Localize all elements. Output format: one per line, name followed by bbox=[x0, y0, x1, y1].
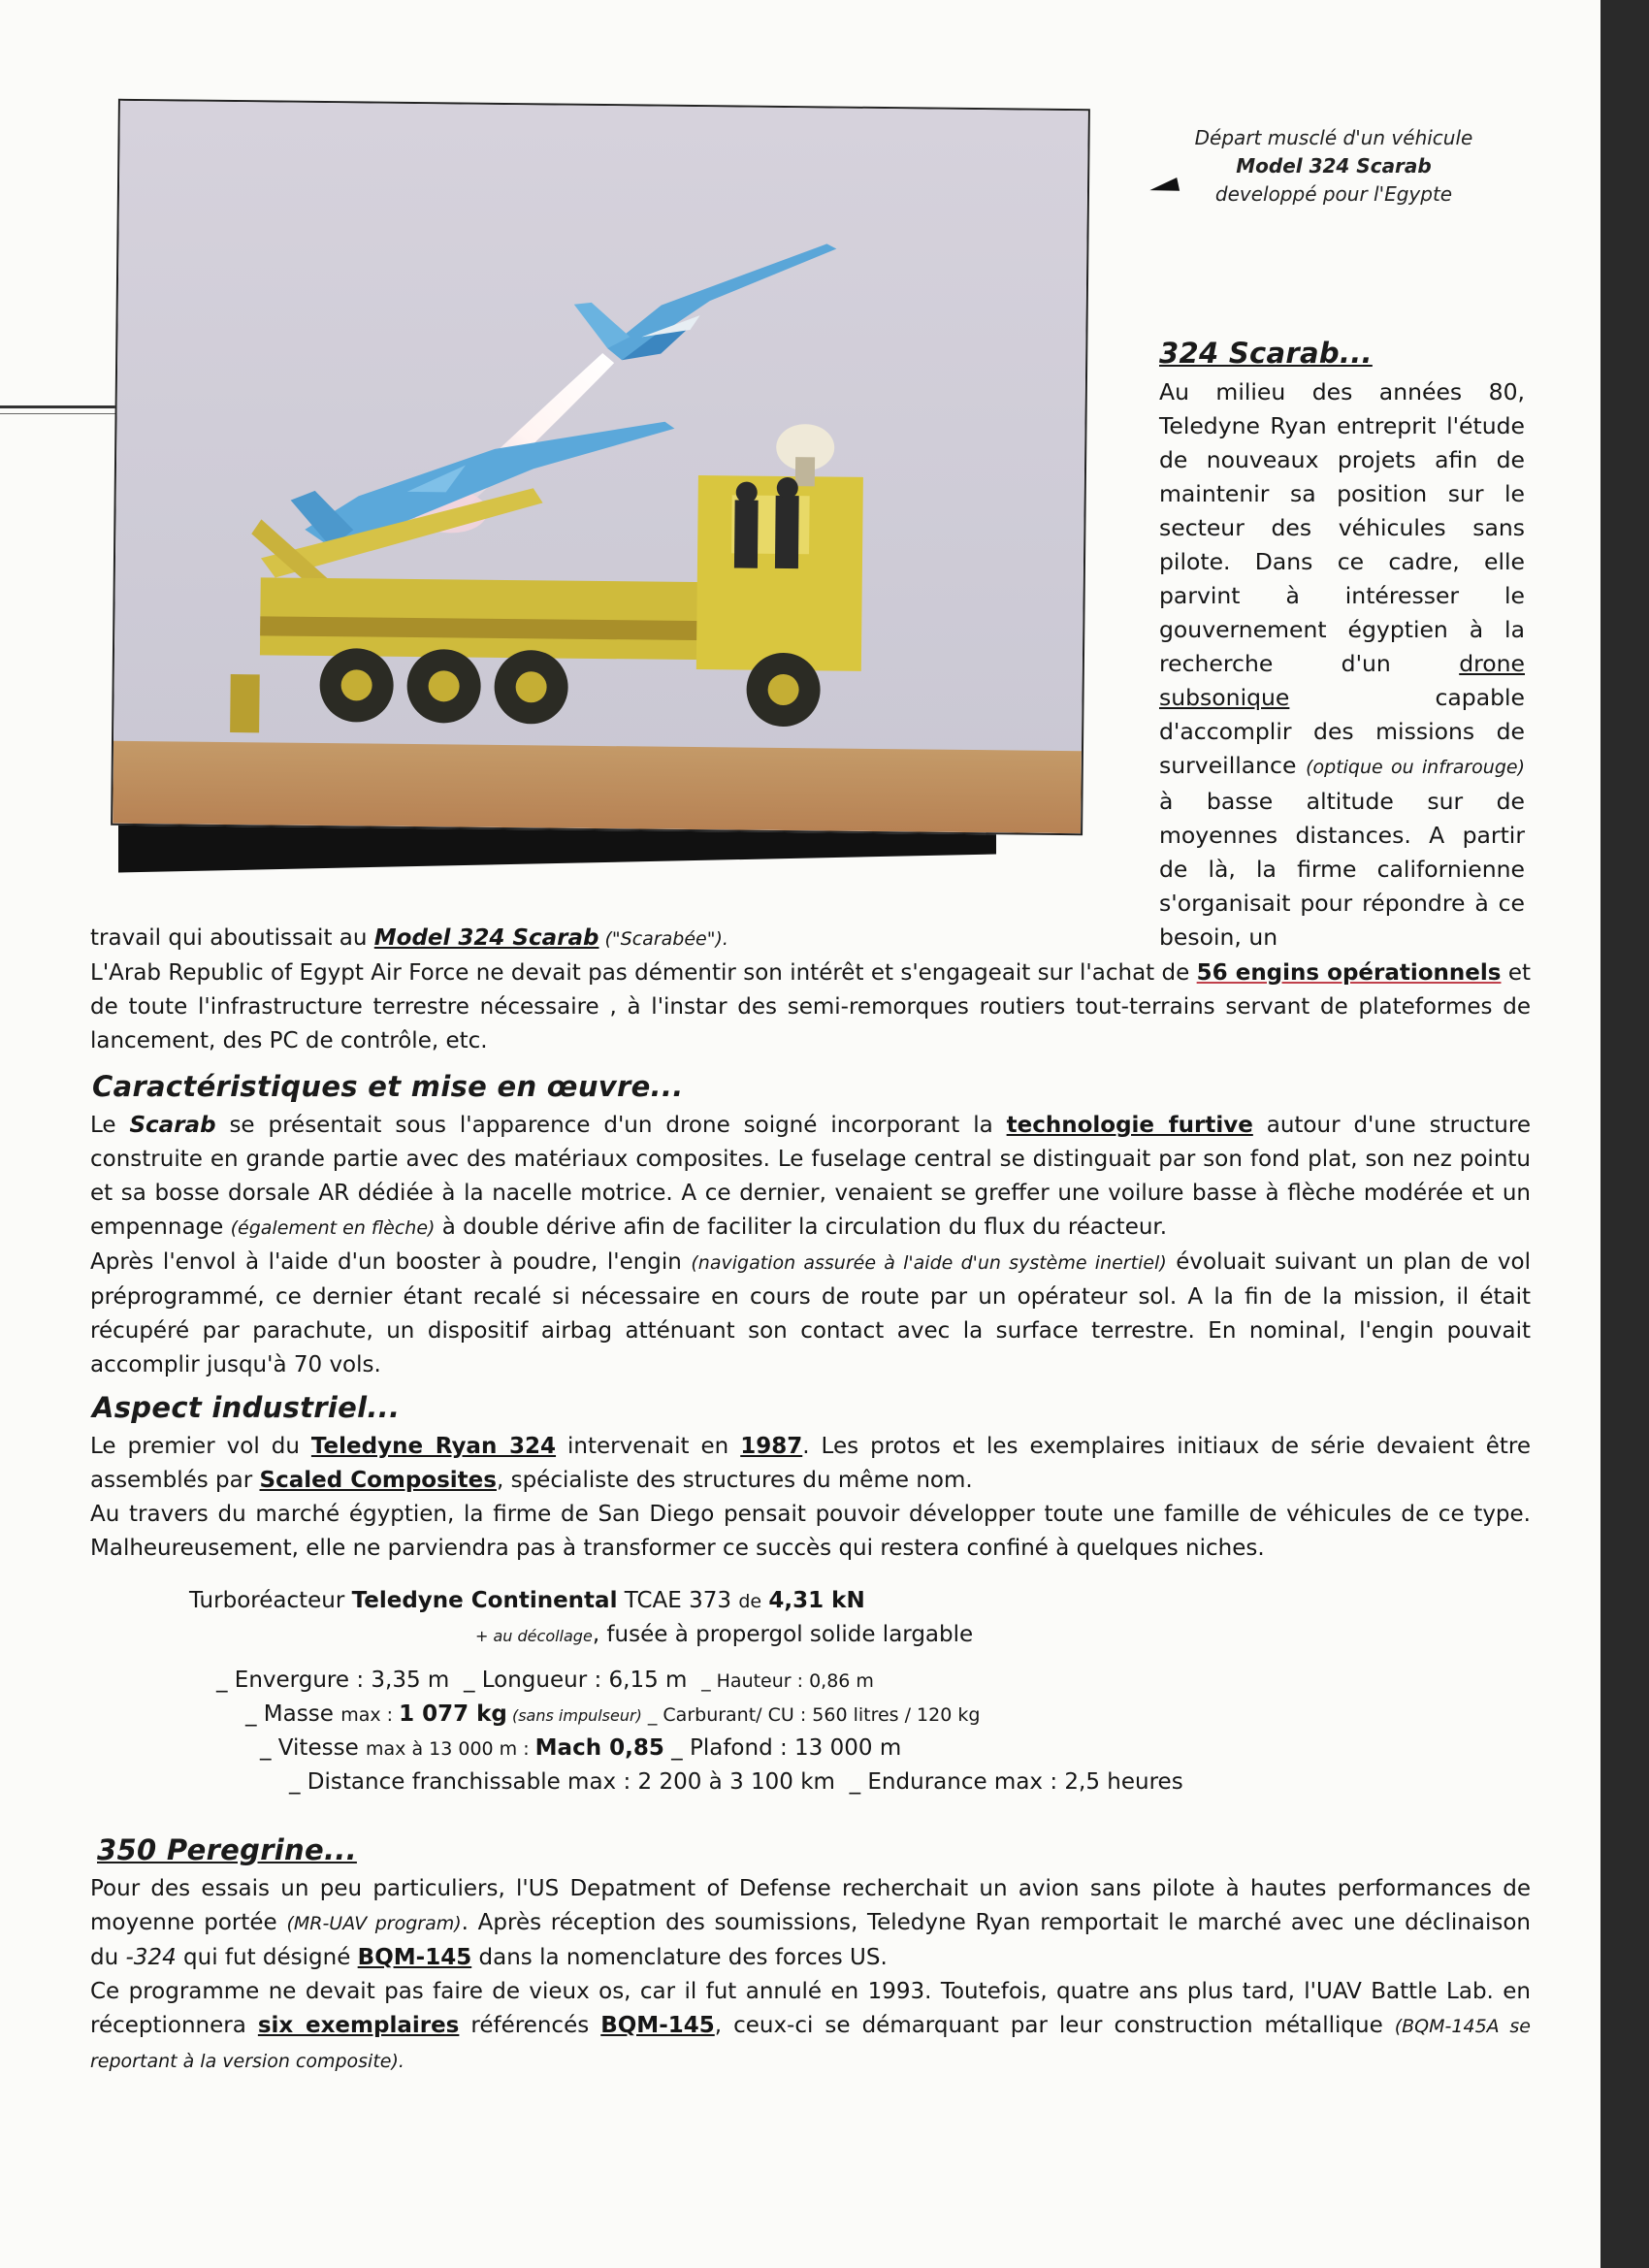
paragraph bbox=[90, 1430, 1531, 1498]
text-span: L'Arab Republic of Egypt Air Force ne devait pas démentir son intérêt et s'engageait sur l'achat de bbox=[90, 960, 1197, 986]
spec-booster bbox=[475, 1618, 973, 1653]
text-span: . Les protos et les exemplaires initiaux de série devaient être assemblés par bbox=[90, 1434, 1532, 1493]
text-span: + au décollage bbox=[475, 1627, 593, 1645]
endurance: _ Endurance max : 2,5 heures bbox=[849, 1769, 1183, 1795]
first-flight-year: 1987 bbox=[740, 1434, 803, 1459]
engine-thrust: 4,31 kN bbox=[768, 1588, 865, 1613]
text-span: référencés bbox=[459, 2013, 601, 2038]
paragraph bbox=[90, 1975, 1531, 2079]
teledyne-ryan-324: Teledyne Ryan 324 bbox=[310, 1434, 557, 1459]
text-span: -324 bbox=[125, 1945, 177, 1970]
text-span: et de toute l'infrastructure terrestre nécessaire , à l'instar des semi-remorques routiers tout-terrains servant de plateformes de lancement, des PC de contrôle, etc. bbox=[90, 960, 1532, 1053]
text-span: Ce programme ne devait pas faire de vieux os, car il fut annulé en 1993. Toutefois, quatre ans plus tard, l'UAV Battle Lab. en réceptionnera bbox=[90, 1979, 1531, 2038]
model-name: Model 324 Scarab bbox=[373, 925, 599, 951]
text-span: travail qui aboutissait au bbox=[90, 925, 374, 951]
text-span: TCAE 373 bbox=[617, 1588, 739, 1613]
scarab-name: Scarab bbox=[129, 1113, 216, 1138]
vitesse-mach: Mach 0,85 bbox=[534, 1735, 664, 1761]
distance-franchissable: _ Distance franchissable max : 2 200 à 3 100 km bbox=[289, 1769, 835, 1795]
text-span: dans la nomenclature des forces US. bbox=[471, 1945, 888, 1970]
envergure: _ Envergure : 3,35 m bbox=[216, 1668, 450, 1693]
margin-rule bbox=[0, 405, 126, 408]
plafond: _ Plafond : 13 000 m bbox=[663, 1735, 902, 1761]
text-span: Le bbox=[90, 1113, 130, 1138]
text-span: qui fut désigné bbox=[176, 1945, 358, 1970]
text-span: Après l'envol à l'aide d'un booster à poudre, l'engin bbox=[90, 1249, 692, 1275]
hauteur: _ Hauteur : 0,86 m bbox=[701, 1670, 874, 1692]
italic-note: (BQM-145A se reportant à la version composite). bbox=[90, 2016, 1531, 2072]
scarab-column-text bbox=[1159, 375, 1525, 955]
text-span: max : bbox=[340, 1704, 400, 1726]
paragraph bbox=[90, 1109, 1531, 1246]
text-span: Au milieu des années 80, Teledyne Ryan entreprit l'étude de nouveaux projets afin de maintenir sa position sur le secteur des véhicules sans pilote. Dans ce cadre, elle parvint à intéresser le gouvernement égyptien à la recherche d'un bbox=[1159, 378, 1525, 677]
paragraph bbox=[90, 1872, 1531, 1975]
margin-rule-thin bbox=[0, 413, 126, 414]
heading-aspect-industriel: Aspect industriel... bbox=[92, 1391, 401, 1424]
caption-line-1: Départ musclé d'un véhicule bbox=[1194, 126, 1473, 149]
text-span: _ Vitesse bbox=[260, 1735, 367, 1761]
photo-caption bbox=[1145, 124, 1523, 209]
text-span: . Après réception des soumissions, Teledyne Ryan remportait le marché avec une déclinaison du bbox=[90, 1910, 1531, 1970]
spec-line-1 bbox=[216, 1664, 874, 1698]
italic-note: (MR-UAV program) bbox=[286, 1913, 462, 1934]
italic-note: (optique ou infrarouge) bbox=[1306, 757, 1525, 778]
carac-body bbox=[90, 1109, 1531, 1382]
scan-edge bbox=[1600, 0, 1649, 2268]
paragraph bbox=[90, 1246, 1531, 1382]
engins-count: 56 engins opérationnels bbox=[1196, 960, 1502, 986]
text-span: (sans impulseur) bbox=[506, 1706, 642, 1725]
text-span: , spécialiste des structures du même nom. bbox=[496, 1468, 973, 1493]
paragraph: Au travers du marché égyptien, la firme de San Diego pensait pouvoir développer toute une famille de véhicules de ce type. Malheureusement, elle ne parviendra pas à transformer ce succès qui restera confiné à quelques niches. bbox=[90, 1502, 1531, 1561]
text-span: se présentait sous l'apparence d'un drone soigné incorporant la bbox=[215, 1113, 1007, 1138]
scaled-composites: Scaled Composites bbox=[259, 1468, 497, 1493]
spec-line-3 bbox=[260, 1732, 901, 1766]
paragraph bbox=[90, 956, 1531, 1058]
heading-peregrine: 350 Peregrine... bbox=[97, 1833, 357, 1866]
caption-line-3: developpé pour l'Egypte bbox=[1214, 182, 1453, 206]
caption-line-2: Model 324 Scarab bbox=[1236, 154, 1432, 178]
drone-subsonique-text: drone subsonique bbox=[1159, 650, 1525, 711]
text-span: _ Masse bbox=[245, 1701, 341, 1727]
spec-engine bbox=[189, 1584, 865, 1618]
bqm-145: BQM-145 bbox=[357, 1945, 472, 1970]
text-span: à basse altitude sur de moyennes distances. A partir de là, la firme californienne s'organisait pour répondre à ce besoin, un bbox=[1159, 788, 1525, 951]
text-span: intervenait en bbox=[556, 1434, 741, 1459]
spec-line-4 bbox=[289, 1766, 1183, 1798]
heading-scarab: 324 Scarab... bbox=[1159, 337, 1373, 370]
spec-line-2 bbox=[245, 1698, 980, 1733]
masse-max: 1 077 kg bbox=[399, 1701, 507, 1727]
text-span: évoluait suivant un plan de vol préprogrammé, ce dernier étant recalé si nécessaire en cours de route par un opérateur sol. A la fin de la mission, il était récupéré par parachute, un dispositif airbag atténuant son contact avec la surface terrestre. En nominal, l'engin pouvait accomplir jusqu'à 70 vols. bbox=[90, 1249, 1532, 1377]
text-span: Le premier vol du bbox=[90, 1434, 311, 1459]
text-span: , ceux-ci se démarquant par leur construction métallique bbox=[714, 2013, 1395, 2038]
carburant: _ Carburant/ CU : 560 litres / 120 kg bbox=[641, 1704, 981, 1726]
bqm-145: BQM-145 bbox=[600, 2013, 715, 2038]
launch-photo-illustration bbox=[113, 101, 1088, 833]
scarab-body bbox=[90, 922, 1531, 1058]
paragraph bbox=[90, 922, 1531, 956]
heading-caracteristiques: Caractéristiques et mise en œuvre... bbox=[92, 1070, 684, 1103]
technologie-furtive: technologie furtive bbox=[1006, 1113, 1253, 1138]
italic-note: (navigation assurée à l'aide d'un système inertiel) bbox=[691, 1252, 1167, 1274]
text-span: , fusée à propergol solide largable bbox=[592, 1622, 974, 1647]
text-span: ("Scarabée"). bbox=[598, 928, 728, 950]
text-span: max à 13 000 m : bbox=[366, 1738, 535, 1760]
longueur: _ Longueur : 6,15 m bbox=[463, 1668, 688, 1693]
launch-photo bbox=[111, 99, 1090, 835]
indus-body bbox=[90, 1430, 1531, 1566]
peregrine-body bbox=[90, 1872, 1531, 2079]
italic-note: (également en flèche) bbox=[230, 1217, 436, 1239]
text-span: autour d'une structure construite en grande partie avec des matériaux composites. Le fuselage central se distinguait par son fond plat, son nez pointu et sa bosse dorsale AR dédiée à la nacelle motrice. A ce dernier, venaient se greffer une voilure basse à flèche modérée et un empennage bbox=[90, 1113, 1531, 1240]
text-span: capable d'accomplir des missions de surveillance bbox=[1159, 684, 1525, 779]
text-span: Pour des essais un peu particuliers, l'US Depatment of Defense recherchait un avion sans pilote à hautes performances de moyenne portée bbox=[90, 1876, 1531, 1935]
text-span: à double dérive afin de faciliter la circulation du flux du réacteur. bbox=[435, 1215, 1168, 1240]
six-exemplaires: six exemplaires bbox=[257, 2013, 460, 2038]
text-span: de bbox=[738, 1591, 762, 1612]
text-span: Turboréacteur bbox=[189, 1588, 352, 1613]
engine-maker: Teledyne Continental bbox=[351, 1588, 618, 1613]
